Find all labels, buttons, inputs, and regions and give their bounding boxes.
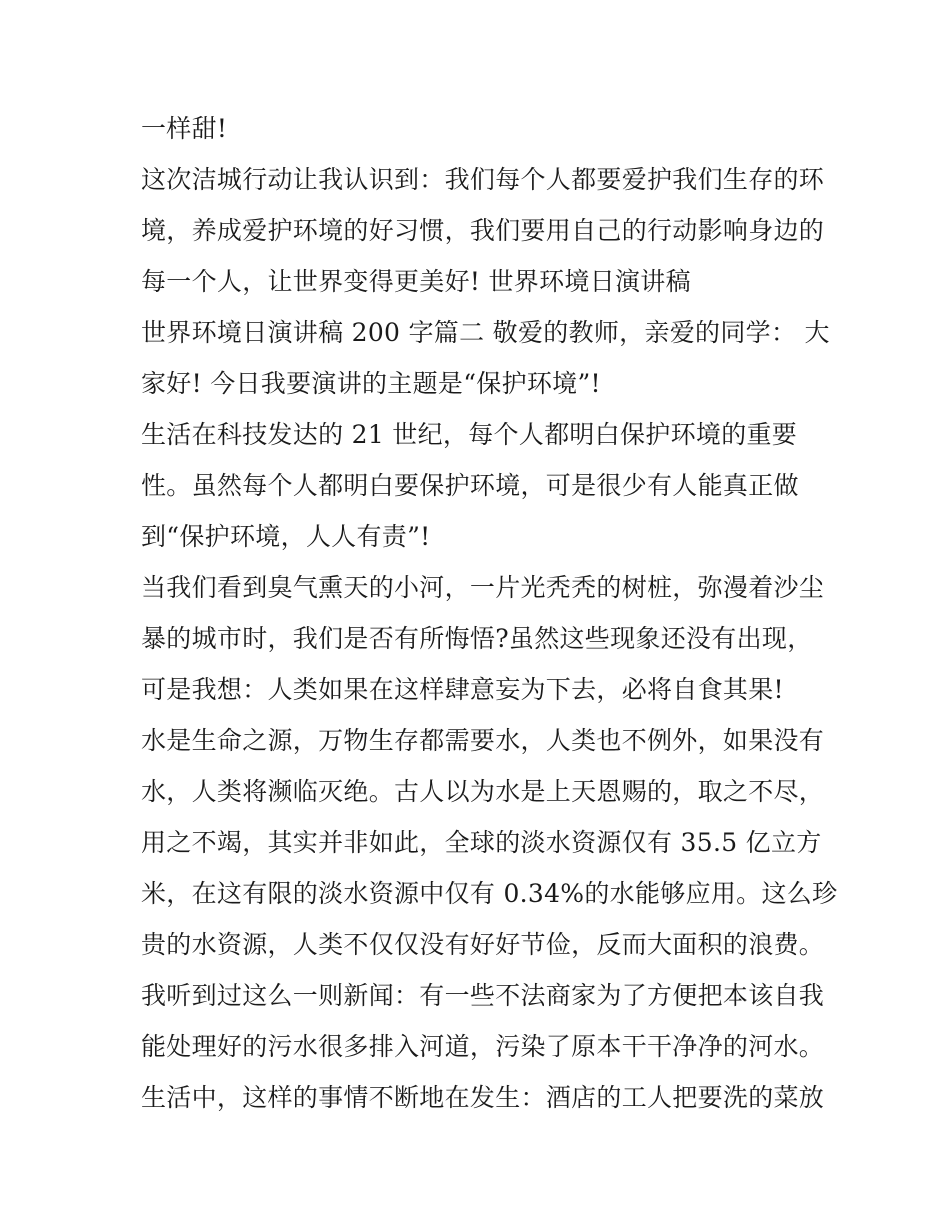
text-line: 米，在这有限的淡水资源中仅有 0.34%的水能够应用。这么珍 <box>141 879 838 908</box>
text-line: 世界环境日演讲稿 200 字篇二 敬爱的教师，亲爱的同学： 大 <box>141 318 830 347</box>
text-line: 境，养成爱护环境的好习惯，我们要用自己的行动影响身边的 <box>141 216 825 245</box>
text-line: 家好! 今日我要演讲的主题是“保护环境”! <box>141 369 601 398</box>
text-line: 一样甜! <box>141 114 228 143</box>
text-line: 当我们看到臭气熏天的小河，一片光秃秃的树桩，弥漫着沙尘 <box>141 573 825 602</box>
text-line: 性。虽然每个人都明白要保护环境，可是很少有人能真正做 <box>141 471 799 500</box>
text-line: 可是我想：人类如果在这样肆意妄为下去，必将自食其果! <box>141 675 784 704</box>
text-line: 暴的城市时，我们是否有所悔悟?虽然这些现象还没有出现， <box>141 624 813 653</box>
text-line: 生活中，这样的事情不断地在发生：酒店的工人把要洗的菜放 <box>141 1083 825 1112</box>
text-line: 贵的水资源，人类不仅仅没有好好节俭，反而大面积的浪费。 <box>141 930 825 959</box>
text-line: 水是生命之源，万物生存都需要水，人类也不例外，如果没有 <box>141 726 825 755</box>
text-line: 生活在科技发达的 21 世纪，每个人都明白保护环境的重要 <box>141 420 798 449</box>
text-line: 能处理好的污水很多排入河道，污染了原本干干净净的河水。 <box>141 1032 825 1061</box>
text-line: 这次洁城行动让我认识到：我们每个人都要爱护我们生存的环 <box>141 165 825 194</box>
text-line: 到“保护环境，人人有责”! <box>141 522 431 551</box>
text-line: 用之不竭，其实并非如此，全球的淡水资源仅有 35.5 亿立方 <box>141 828 822 857</box>
text-line: 水，人类将濒临灭绝。古人以为水是上天恩赐的，取之不尽， <box>141 777 825 806</box>
text-line: 我听到过这么一则新闻：有一些不法商家为了方便把本该自我 <box>141 981 825 1010</box>
text-line: 每一个人，让世界变得更美好! 世界环境日演讲稿 <box>141 267 691 296</box>
